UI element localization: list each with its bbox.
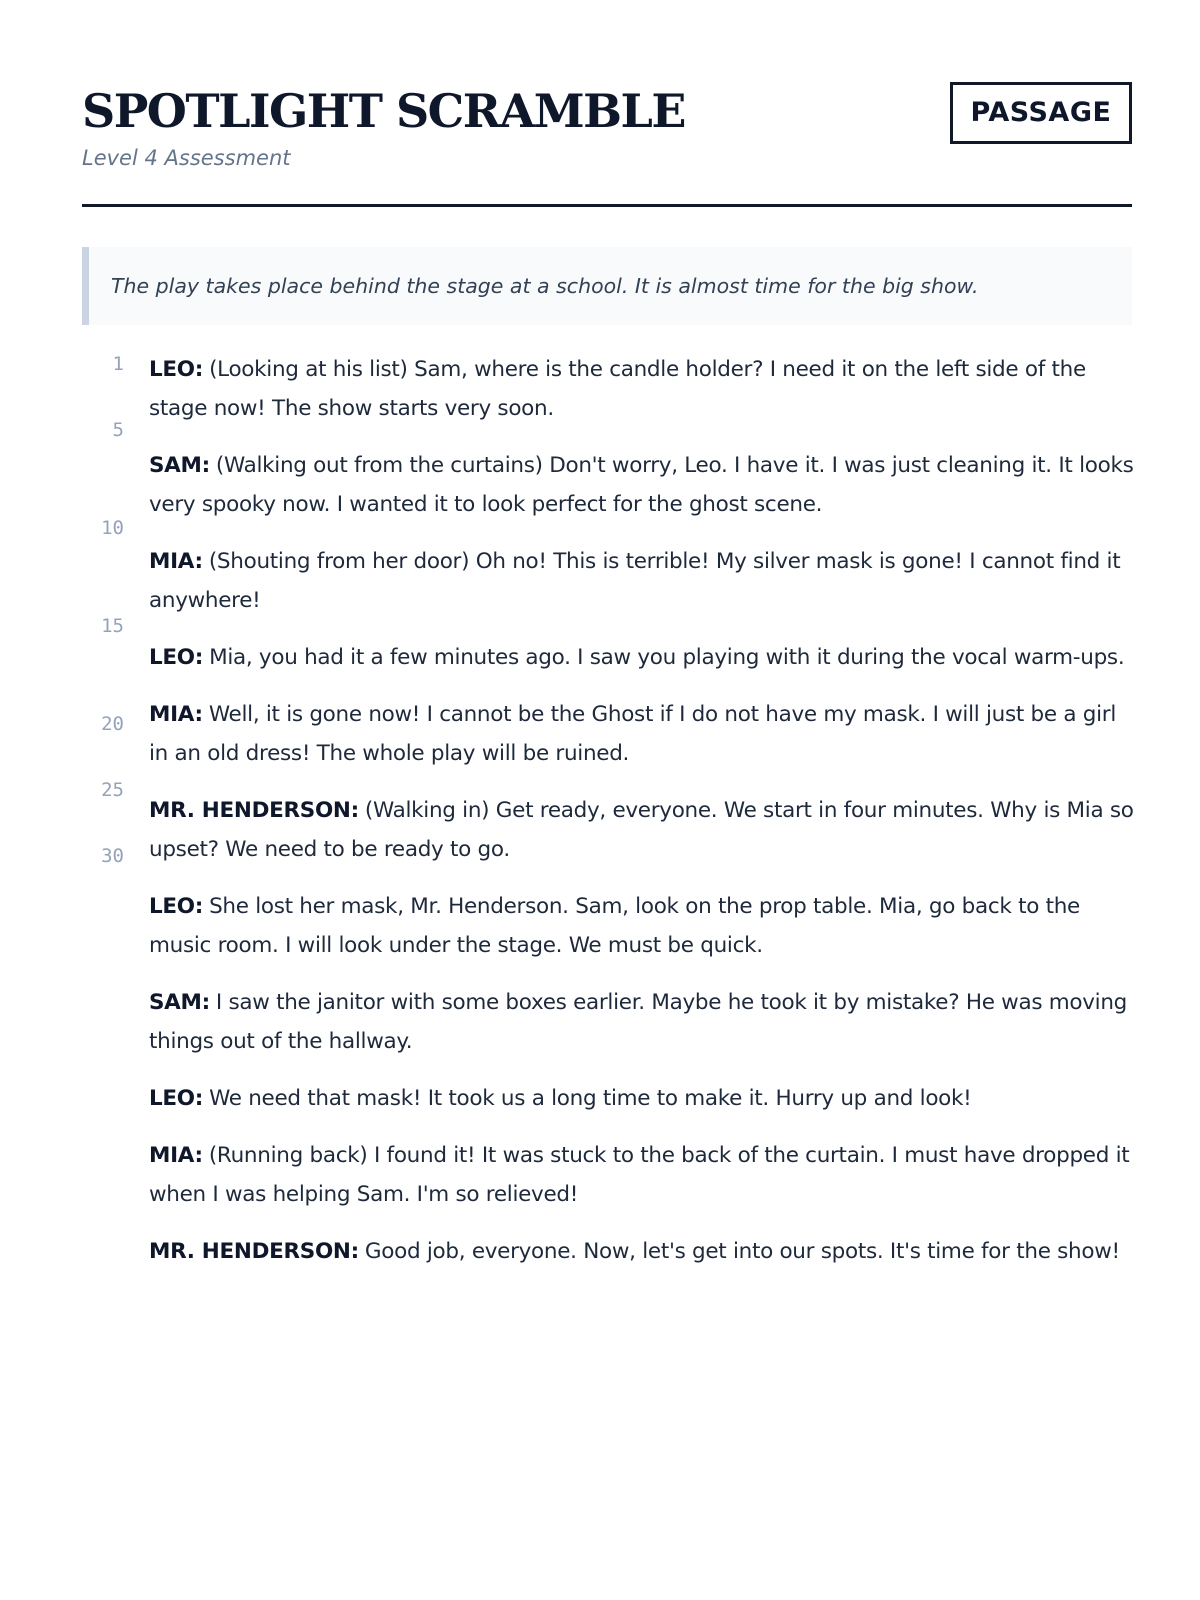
stage-direction-intro: The play takes place behind the stage at a school. It is almost time for the big show.	[82, 247, 1132, 325]
speaker-name: MIA:	[149, 549, 203, 574]
dialogue-line	[149, 1136, 1139, 1214]
dialogue-text: Good job, everyone. Now, let's get into our spots. It's time for the show!	[364, 1239, 1120, 1264]
dialogue-text: I saw the janitor with some boxes earlier. Maybe he took it by mistake? He was moving things out of the hallway.	[149, 990, 1128, 1054]
play-script	[149, 350, 1139, 1289]
speaker-name: SAM:	[149, 453, 210, 478]
dialogue-text: (Looking at his list) Sam, where is the candle holder? I need it on the left side of the stage now! The show starts very soon.	[149, 357, 1086, 421]
line-number: 20	[101, 713, 124, 735]
dialogue-text: (Shouting from her door) Oh no! This is terrible! My silver mask is gone! I cannot find it anywhere!	[149, 549, 1121, 613]
line-number-gutter	[82, 352, 124, 872]
dialogue-line	[149, 542, 1139, 620]
line-number: 25	[101, 779, 124, 801]
passage-title: SPOTLIGHT SCRAMBLE	[82, 84, 685, 138]
passage-page	[82, 0, 1132, 1600]
line-number: 5	[112, 419, 124, 441]
speaker-name: MR. HENDERSON:	[149, 1239, 359, 1264]
dialogue-text: She lost her mask, Mr. Henderson. Sam, look on the prop table. Mia, go back to the music room. I will look under the stage. We must be quick.	[149, 894, 1080, 958]
dialogue-text: Mia, you had it a few minutes ago. I saw you playing with it during the vocal warm-ups.	[209, 645, 1125, 670]
line-number: 10	[101, 517, 124, 539]
dialogue-line	[149, 1232, 1139, 1271]
passage-header	[82, 82, 1132, 207]
dialogue-text: We need that mask! It took us a long time to make it. Hurry up and look!	[209, 1086, 972, 1111]
speaker-name: LEO:	[149, 1086, 204, 1111]
dialogue-line	[149, 983, 1139, 1061]
dialogue-line	[149, 791, 1139, 869]
dialogue-line	[149, 446, 1139, 524]
speaker-name: MIA:	[149, 1143, 203, 1168]
speaker-name: LEO:	[149, 645, 204, 670]
dialogue-text: (Walking in) Get ready, everyone. We start in four minutes. Why is Mia so upset? We need to be ready to go.	[149, 798, 1134, 862]
dialogue-line	[149, 638, 1139, 677]
dialogue-line	[149, 887, 1139, 965]
dialogue-line	[149, 1079, 1139, 1118]
dialogue-text: (Running back) I found it! It was stuck to the back of the curtain. I must have dropped it when I was helping Sam. I'm so relieved!	[149, 1143, 1130, 1207]
line-number: 30	[101, 845, 124, 867]
speaker-name: LEO:	[149, 894, 204, 919]
passage-badge: PASSAGE	[950, 82, 1132, 144]
dialogue-line	[149, 695, 1139, 773]
speaker-name: MIA:	[149, 702, 203, 727]
dialogue-text: (Walking out from the curtains) Don't worry, Leo. I have it. I was just cleaning it. It looks very spooky now. I wanted it to look perfect for the ghost scene.	[149, 453, 1134, 517]
dialogue-line	[149, 350, 1139, 428]
assessment-level: Level 4 Assessment	[82, 146, 291, 170]
speaker-name: MR. HENDERSON:	[149, 798, 359, 823]
line-number: 1	[112, 353, 124, 375]
dialogue-text: Well, it is gone now! I cannot be the Ghost if I do not have my mask. I will just be a girl in an old dress! The whole play will be ruined.	[149, 702, 1117, 766]
line-number: 15	[101, 615, 124, 637]
speaker-name: LEO:	[149, 357, 204, 382]
speaker-name: SAM:	[149, 990, 210, 1015]
